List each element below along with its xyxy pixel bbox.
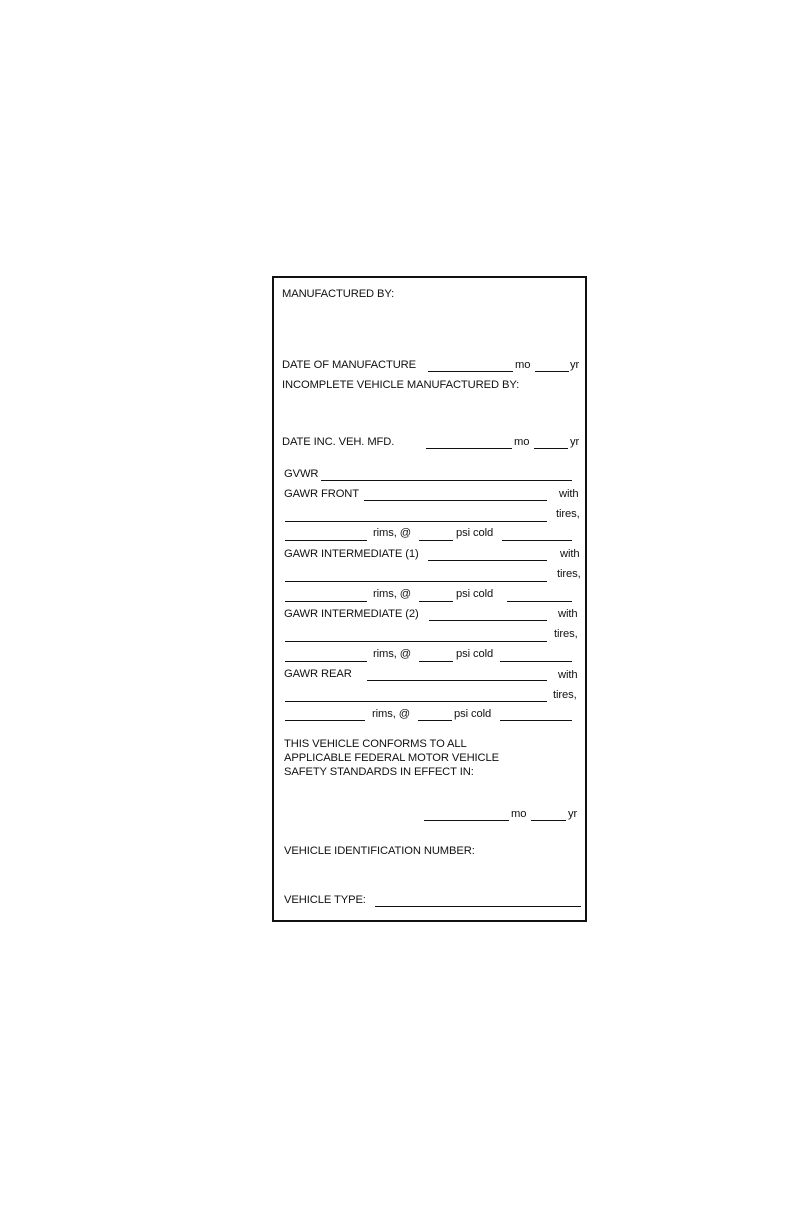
gawr-rear-rims-field[interactable]	[285, 720, 365, 721]
gawr-rear-field[interactable]	[367, 680, 547, 681]
month-unit: mo	[514, 436, 530, 448]
tires-label: tires,	[554, 628, 578, 640]
psi-cold-label: psi cold	[456, 588, 494, 600]
rims-label: rims, @	[372, 708, 410, 720]
with-label: with	[558, 669, 578, 681]
gvwr-label: GVWR	[284, 468, 319, 480]
gawr-intermediate-2-psi-field[interactable]	[419, 661, 453, 662]
gawr-front-label: GAWR FRONT	[284, 488, 360, 500]
psi-cold-label: psi cold	[454, 708, 492, 720]
gawr-rear-tires-field[interactable]	[285, 701, 547, 702]
gawr-front-field[interactable]	[364, 500, 547, 501]
year-unit: yr	[570, 436, 580, 448]
gawr-intermediate-2-rims-field[interactable]	[285, 661, 367, 662]
vin-label: VEHICLE IDENTIFICATION NUMBER:	[284, 845, 475, 857]
gawr-intermediate-1-rims-field[interactable]	[285, 601, 367, 602]
gawr-intermediate-2-field[interactable]	[429, 620, 547, 621]
with-label: with	[559, 488, 579, 500]
conformance-line-2: APPLICABLE FEDERAL MOTOR VEHICLE	[284, 752, 500, 764]
manufactured-by-label: MANUFACTURED BY:	[282, 288, 395, 300]
month-unit: mo	[515, 359, 531, 371]
gawr-intermediate-1-field[interactable]	[428, 560, 547, 561]
gawr-intermediate-1-tires-field[interactable]	[285, 581, 547, 582]
inc-veh-year-field[interactable]	[534, 448, 568, 449]
vehicle-type-field[interactable]	[375, 906, 581, 907]
with-label: with	[558, 608, 578, 620]
date-inc-veh-mfd-label: DATE INC. VEH. MFD.	[282, 436, 395, 448]
gawr-rear-psi-cold-field[interactable]	[500, 720, 572, 721]
rims-label: rims, @	[373, 648, 411, 660]
gawr-intermediate-2-label: GAWR INTERMEDIATE (2)	[284, 608, 419, 620]
gawr-front-rims-field[interactable]	[285, 540, 367, 541]
month-unit: mo	[511, 808, 527, 820]
gawr-front-tires-field[interactable]	[285, 521, 547, 522]
rims-label: rims, @	[373, 527, 411, 539]
gawr-intermediate-1-psi-field[interactable]	[419, 601, 453, 602]
with-label: with	[560, 548, 580, 560]
gvwr-field[interactable]	[321, 480, 572, 481]
gawr-rear-label: GAWR REAR	[284, 668, 352, 680]
manufacture-month-field[interactable]	[428, 371, 513, 372]
tires-label: tires,	[557, 568, 581, 580]
tires-label: tires,	[553, 689, 577, 701]
gawr-intermediate-2-tires-field[interactable]	[285, 641, 547, 642]
gawr-rear-psi-field[interactable]	[418, 720, 452, 721]
vehicle-certification-label	[272, 276, 587, 922]
year-unit: yr	[568, 808, 578, 820]
gawr-intermediate-1-label: GAWR INTERMEDIATE (1)	[284, 548, 419, 560]
gawr-intermediate-1-psi-cold-field[interactable]	[507, 601, 572, 602]
gawr-front-psi-cold-field[interactable]	[502, 540, 572, 541]
year-unit: yr	[570, 359, 580, 371]
tires-label: tires,	[556, 508, 580, 520]
conformance-line-1: THIS VEHICLE CONFORMS TO ALL	[284, 738, 467, 750]
manufacture-year-field[interactable]	[535, 371, 569, 372]
conformance-month-field[interactable]	[424, 820, 509, 821]
psi-cold-label: psi cold	[456, 527, 494, 539]
incomplete-vehicle-manufacturer-label: INCOMPLETE VEHICLE MANUFACTURED BY:	[282, 379, 520, 391]
gawr-intermediate-2-psi-cold-field[interactable]	[500, 661, 572, 662]
psi-cold-label: psi cold	[456, 648, 494, 660]
date-of-manufacture-label: DATE OF MANUFACTURE	[282, 359, 417, 371]
conformance-line-3: SAFETY STANDARDS IN EFFECT IN:	[284, 766, 474, 778]
rims-label: rims, @	[373, 588, 411, 600]
inc-veh-month-field[interactable]	[426, 448, 512, 449]
conformance-year-field[interactable]	[531, 820, 566, 821]
gawr-front-psi-field[interactable]	[419, 540, 453, 541]
vehicle-type-label: VEHICLE TYPE:	[284, 894, 366, 906]
